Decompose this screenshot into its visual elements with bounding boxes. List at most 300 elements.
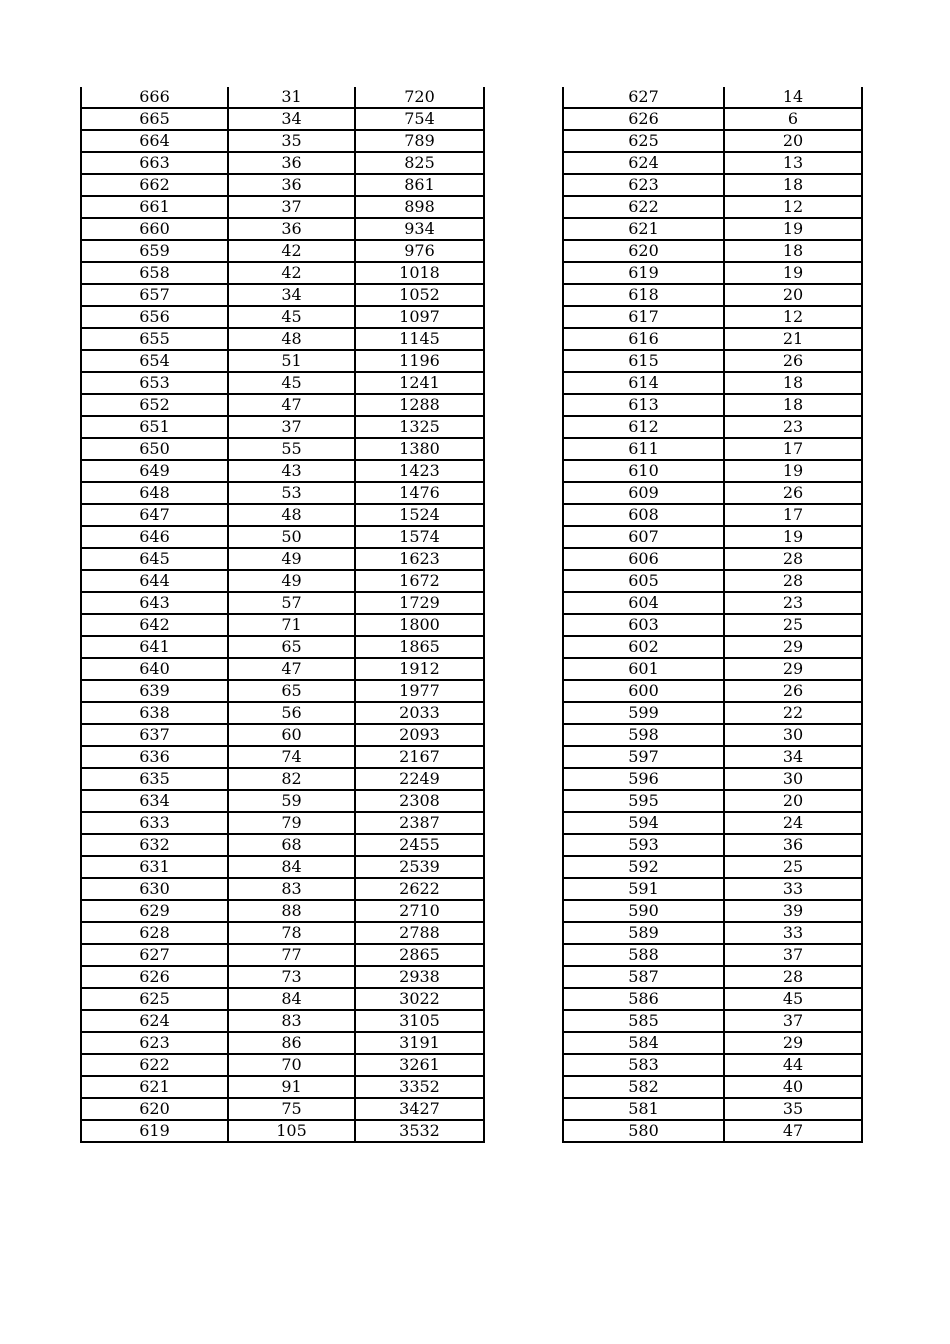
- table-cell: 3427: [355, 1098, 484, 1120]
- table-row: [563, 416, 862, 438]
- table-cell: 12: [724, 306, 862, 328]
- table-cell: 1325: [355, 416, 484, 438]
- table-cell: 649: [81, 460, 228, 482]
- table-cell: 655: [81, 328, 228, 350]
- table-cell: 105: [228, 1120, 355, 1142]
- table-cell: 610: [563, 460, 724, 482]
- table-cell: 601: [563, 658, 724, 680]
- table-row: [81, 812, 484, 834]
- table-row: [81, 372, 484, 394]
- table-row: [563, 196, 862, 218]
- table-cell: 18: [724, 174, 862, 196]
- table-cell: 23: [724, 592, 862, 614]
- table-cell: 36: [228, 218, 355, 240]
- table-cell: 84: [228, 988, 355, 1010]
- table-row: [563, 944, 862, 966]
- table-cell: 1052: [355, 284, 484, 306]
- table-row: [81, 240, 484, 262]
- table-cell: 1018: [355, 262, 484, 284]
- table-row: [563, 570, 862, 592]
- table-cell: 754: [355, 108, 484, 130]
- table-cell: 614: [563, 372, 724, 394]
- table-cell: 17: [724, 438, 862, 460]
- table-cell: 83: [228, 878, 355, 900]
- table-row: [563, 614, 862, 636]
- score-table-right: [562, 87, 863, 1143]
- table-cell: 71: [228, 614, 355, 636]
- table-cell: 14: [724, 87, 862, 108]
- table-cell: 2710: [355, 900, 484, 922]
- table-cell: 631: [81, 856, 228, 878]
- table-row: [563, 966, 862, 988]
- table-cell: 91: [228, 1076, 355, 1098]
- table-cell: 33: [724, 878, 862, 900]
- table-cell: 619: [563, 262, 724, 284]
- table-cell: 65: [228, 680, 355, 702]
- table-cell: 47: [228, 394, 355, 416]
- table-cell: 825: [355, 152, 484, 174]
- table-cell: 1196: [355, 350, 484, 372]
- table-cell: 36: [724, 834, 862, 856]
- table-cell: 45: [228, 372, 355, 394]
- table-row: [81, 394, 484, 416]
- table-cell: 656: [81, 306, 228, 328]
- table-row: [81, 1098, 484, 1120]
- table-cell: 622: [563, 196, 724, 218]
- table-row: [81, 218, 484, 240]
- table-row: [81, 438, 484, 460]
- table-row: [81, 108, 484, 130]
- table-cell: 648: [81, 482, 228, 504]
- table-cell: 591: [563, 878, 724, 900]
- table-cell: 1423: [355, 460, 484, 482]
- table-row: [563, 1120, 862, 1142]
- table-cell: 26: [724, 482, 862, 504]
- table-row: [81, 482, 484, 504]
- table-row: [563, 548, 862, 570]
- table-cell: 1380: [355, 438, 484, 460]
- table-cell: 2249: [355, 768, 484, 790]
- table-cell: 25: [724, 614, 862, 636]
- table-row: [563, 790, 862, 812]
- table-row: [563, 152, 862, 174]
- table-cell: 1977: [355, 680, 484, 702]
- table-row: [81, 900, 484, 922]
- table-row: [563, 174, 862, 196]
- table-cell: 609: [563, 482, 724, 504]
- table-cell: 2308: [355, 790, 484, 812]
- table-cell: 789: [355, 130, 484, 152]
- table-cell: 13: [724, 152, 862, 174]
- table-row: [81, 416, 484, 438]
- table-cell: 1524: [355, 504, 484, 526]
- table-cell: 30: [724, 724, 862, 746]
- table-row: [81, 262, 484, 284]
- table-cell: 604: [563, 592, 724, 614]
- table-row: [81, 1120, 484, 1142]
- table-cell: 652: [81, 394, 228, 416]
- table-cell: 36: [228, 174, 355, 196]
- table-cell: 620: [563, 240, 724, 262]
- table-cell: 646: [81, 526, 228, 548]
- table-row: [81, 878, 484, 900]
- table-row: [563, 240, 862, 262]
- table-cell: 627: [81, 944, 228, 966]
- table-cell: 613: [563, 394, 724, 416]
- table-cell: 1574: [355, 526, 484, 548]
- score-table-left: [80, 87, 485, 1143]
- table-cell: 665: [81, 108, 228, 130]
- table-row: [563, 1010, 862, 1032]
- table-cell: 56: [228, 702, 355, 724]
- table-cell: 73: [228, 966, 355, 988]
- table-row: [81, 636, 484, 658]
- table-cell: 43: [228, 460, 355, 482]
- table-row: [81, 526, 484, 548]
- table-cell: 593: [563, 834, 724, 856]
- table-cell: 581: [563, 1098, 724, 1120]
- table-row: [563, 372, 862, 394]
- table-row: [563, 812, 862, 834]
- table-cell: 57: [228, 592, 355, 614]
- table-cell: 86: [228, 1032, 355, 1054]
- table-cell: 622: [81, 1054, 228, 1076]
- table-cell: 39: [724, 900, 862, 922]
- table-cell: 3105: [355, 1010, 484, 1032]
- table-row: [81, 1054, 484, 1076]
- table-cell: 37: [228, 196, 355, 218]
- table-cell: 1912: [355, 658, 484, 680]
- table-row: [81, 768, 484, 790]
- table-cell: 35: [228, 130, 355, 152]
- table-row: [563, 460, 862, 482]
- table-cell: 626: [563, 108, 724, 130]
- table-cell: 1865: [355, 636, 484, 658]
- table-cell: 60: [228, 724, 355, 746]
- table-cell: 83: [228, 1010, 355, 1032]
- table-cell: 19: [724, 218, 862, 240]
- table-cell: 643: [81, 592, 228, 614]
- table-cell: 34: [228, 284, 355, 306]
- table-cell: 45: [724, 988, 862, 1010]
- table-cell: 584: [563, 1032, 724, 1054]
- table-cell: 659: [81, 240, 228, 262]
- table-cell: 2788: [355, 922, 484, 944]
- table-cell: 82: [228, 768, 355, 790]
- table-cell: 651: [81, 416, 228, 438]
- table-cell: 3352: [355, 1076, 484, 1098]
- table-cell: 615: [563, 350, 724, 372]
- table-row: [81, 614, 484, 636]
- table-cell: 582: [563, 1076, 724, 1098]
- table-cell: 585: [563, 1010, 724, 1032]
- table-cell: 74: [228, 746, 355, 768]
- table-cell: 29: [724, 636, 862, 658]
- table-cell: 51: [228, 350, 355, 372]
- table-row: [81, 87, 484, 108]
- table-cell: 19: [724, 526, 862, 548]
- table-cell: 628: [81, 922, 228, 944]
- table-cell: 657: [81, 284, 228, 306]
- table-cell: 1623: [355, 548, 484, 570]
- table-row: [81, 284, 484, 306]
- table-cell: 49: [228, 548, 355, 570]
- table-cell: 75: [228, 1098, 355, 1120]
- table-cell: 1800: [355, 614, 484, 636]
- table-row: [563, 87, 862, 108]
- table-cell: 580: [563, 1120, 724, 1142]
- table-cell: 603: [563, 614, 724, 636]
- table-cell: 18: [724, 240, 862, 262]
- table-row: [81, 1010, 484, 1032]
- table-cell: 898: [355, 196, 484, 218]
- table-cell: 626: [81, 966, 228, 988]
- table-cell: 596: [563, 768, 724, 790]
- table-cell: 12: [724, 196, 862, 218]
- table-row: [563, 680, 862, 702]
- table-cell: 20: [724, 284, 862, 306]
- table-cell: 53: [228, 482, 355, 504]
- table-row: [81, 130, 484, 152]
- table-row: [563, 482, 862, 504]
- table-cell: 42: [228, 240, 355, 262]
- table-row: [563, 658, 862, 680]
- table-cell: 653: [81, 372, 228, 394]
- table-cell: 661: [81, 196, 228, 218]
- table-cell: 40: [724, 1076, 862, 1098]
- table-cell: 641: [81, 636, 228, 658]
- table-cell: 26: [724, 350, 862, 372]
- table-cell: 588: [563, 944, 724, 966]
- table-cell: 625: [563, 130, 724, 152]
- table-row: [81, 174, 484, 196]
- table-cell: 19: [724, 262, 862, 284]
- table-cell: 664: [81, 130, 228, 152]
- table-row: [563, 504, 862, 526]
- table-cell: 598: [563, 724, 724, 746]
- table-row: [563, 834, 862, 856]
- table-cell: 607: [563, 526, 724, 548]
- table-row: [81, 944, 484, 966]
- table-row: [81, 1032, 484, 1054]
- table-cell: 44: [724, 1054, 862, 1076]
- table-cell: 3532: [355, 1120, 484, 1142]
- table-cell: 640: [81, 658, 228, 680]
- table-cell: 47: [724, 1120, 862, 1142]
- table-cell: 30: [724, 768, 862, 790]
- table-cell: 25: [724, 856, 862, 878]
- table-cell: 600: [563, 680, 724, 702]
- table-cell: 1097: [355, 306, 484, 328]
- table-cell: 18: [724, 372, 862, 394]
- table-cell: 68: [228, 834, 355, 856]
- table-cell: 642: [81, 614, 228, 636]
- table-cell: 50: [228, 526, 355, 548]
- table-cell: 21: [724, 328, 862, 350]
- table-cell: 634: [81, 790, 228, 812]
- table-cell: 619: [81, 1120, 228, 1142]
- table-cell: 663: [81, 152, 228, 174]
- table-row: [563, 328, 862, 350]
- table-row: [563, 394, 862, 416]
- table-cell: 28: [724, 966, 862, 988]
- table-row: [563, 130, 862, 152]
- table-cell: 2622: [355, 878, 484, 900]
- table-cell: 934: [355, 218, 484, 240]
- table-cell: 2865: [355, 944, 484, 966]
- table-cell: 79: [228, 812, 355, 834]
- table-cell: 630: [81, 878, 228, 900]
- table-row: [563, 306, 862, 328]
- table-cell: 625: [81, 988, 228, 1010]
- table-row: [563, 702, 862, 724]
- table-cell: 45: [228, 306, 355, 328]
- table-cell: 65: [228, 636, 355, 658]
- table-row: [563, 1054, 862, 1076]
- table-cell: 638: [81, 702, 228, 724]
- table-cell: 18: [724, 394, 862, 416]
- table-cell: 28: [724, 570, 862, 592]
- score-table-left-body: [81, 87, 484, 1142]
- table-cell: 617: [563, 306, 724, 328]
- score-table-right-body: [563, 87, 862, 1142]
- table-cell: 597: [563, 746, 724, 768]
- table-cell: 1241: [355, 372, 484, 394]
- table-row: [563, 526, 862, 548]
- table-row: [81, 504, 484, 526]
- table-row: [563, 1032, 862, 1054]
- table-row: [563, 768, 862, 790]
- table-cell: 36: [228, 152, 355, 174]
- table-cell: 976: [355, 240, 484, 262]
- table-row: [81, 724, 484, 746]
- table-row: [563, 350, 862, 372]
- table-cell: 637: [81, 724, 228, 746]
- table-row: [81, 570, 484, 592]
- table-row: [563, 1098, 862, 1120]
- table-row: [563, 878, 862, 900]
- table-row: [563, 592, 862, 614]
- table-row: [81, 460, 484, 482]
- table-cell: 594: [563, 812, 724, 834]
- table-cell: 861: [355, 174, 484, 196]
- table-cell: 624: [563, 152, 724, 174]
- table-cell: 627: [563, 87, 724, 108]
- table-row: [81, 988, 484, 1010]
- table-cell: 623: [81, 1032, 228, 1054]
- table-row: [81, 790, 484, 812]
- table-cell: 606: [563, 548, 724, 570]
- table-cell: 639: [81, 680, 228, 702]
- table-cell: 48: [228, 504, 355, 526]
- table-cell: 23: [724, 416, 862, 438]
- table-cell: 48: [228, 328, 355, 350]
- table-cell: 599: [563, 702, 724, 724]
- table-cell: 605: [563, 570, 724, 592]
- table-cell: 666: [81, 87, 228, 108]
- table-cell: 616: [563, 328, 724, 350]
- table-cell: 1145: [355, 328, 484, 350]
- table-cell: 592: [563, 856, 724, 878]
- table-row: [563, 724, 862, 746]
- table-cell: 1476: [355, 482, 484, 504]
- table-cell: 2033: [355, 702, 484, 724]
- table-cell: 3022: [355, 988, 484, 1010]
- table-cell: 645: [81, 548, 228, 570]
- table-cell: 3191: [355, 1032, 484, 1054]
- table-cell: 608: [563, 504, 724, 526]
- table-row: [81, 966, 484, 988]
- table-row: [81, 856, 484, 878]
- table-cell: 37: [724, 944, 862, 966]
- table-cell: 589: [563, 922, 724, 944]
- table-cell: 586: [563, 988, 724, 1010]
- table-cell: 583: [563, 1054, 724, 1076]
- table-cell: 611: [563, 438, 724, 460]
- table-cell: 587: [563, 966, 724, 988]
- table-cell: 49: [228, 570, 355, 592]
- table-cell: 633: [81, 812, 228, 834]
- table-cell: 621: [563, 218, 724, 240]
- table-row: [81, 702, 484, 724]
- table-row: [81, 328, 484, 350]
- table-cell: 644: [81, 570, 228, 592]
- table-cell: 22: [724, 702, 862, 724]
- table-cell: 78: [228, 922, 355, 944]
- table-cell: 2167: [355, 746, 484, 768]
- table-cell: 37: [228, 416, 355, 438]
- table-row: [81, 658, 484, 680]
- table-row: [81, 1076, 484, 1098]
- table-cell: 632: [81, 834, 228, 856]
- table-cell: 618: [563, 284, 724, 306]
- table-cell: 3261: [355, 1054, 484, 1076]
- table-cell: 647: [81, 504, 228, 526]
- table-cell: 662: [81, 174, 228, 196]
- table-cell: 37: [724, 1010, 862, 1032]
- table-row: [81, 196, 484, 218]
- table-cell: 621: [81, 1076, 228, 1098]
- table-row: [563, 262, 862, 284]
- table-row: [563, 856, 862, 878]
- table-row: [81, 548, 484, 570]
- table-cell: 28: [724, 548, 862, 570]
- table-cell: 1288: [355, 394, 484, 416]
- table-cell: 650: [81, 438, 228, 460]
- table-cell: 6: [724, 108, 862, 130]
- table-row: [563, 988, 862, 1010]
- table-cell: 29: [724, 1032, 862, 1054]
- table-row: [81, 306, 484, 328]
- table-cell: 629: [81, 900, 228, 922]
- table-cell: 660: [81, 218, 228, 240]
- table-cell: 47: [228, 658, 355, 680]
- table-row: [563, 284, 862, 306]
- table-cell: 2539: [355, 856, 484, 878]
- table-cell: 35: [724, 1098, 862, 1120]
- table-cell: 1672: [355, 570, 484, 592]
- table-cell: 2387: [355, 812, 484, 834]
- table-row: [563, 1076, 862, 1098]
- table-row: [563, 900, 862, 922]
- table-row: [81, 680, 484, 702]
- table-cell: 84: [228, 856, 355, 878]
- table-cell: 1729: [355, 592, 484, 614]
- table-cell: 26: [724, 680, 862, 702]
- table-cell: 59: [228, 790, 355, 812]
- table-cell: 34: [228, 108, 355, 130]
- table-cell: 24: [724, 812, 862, 834]
